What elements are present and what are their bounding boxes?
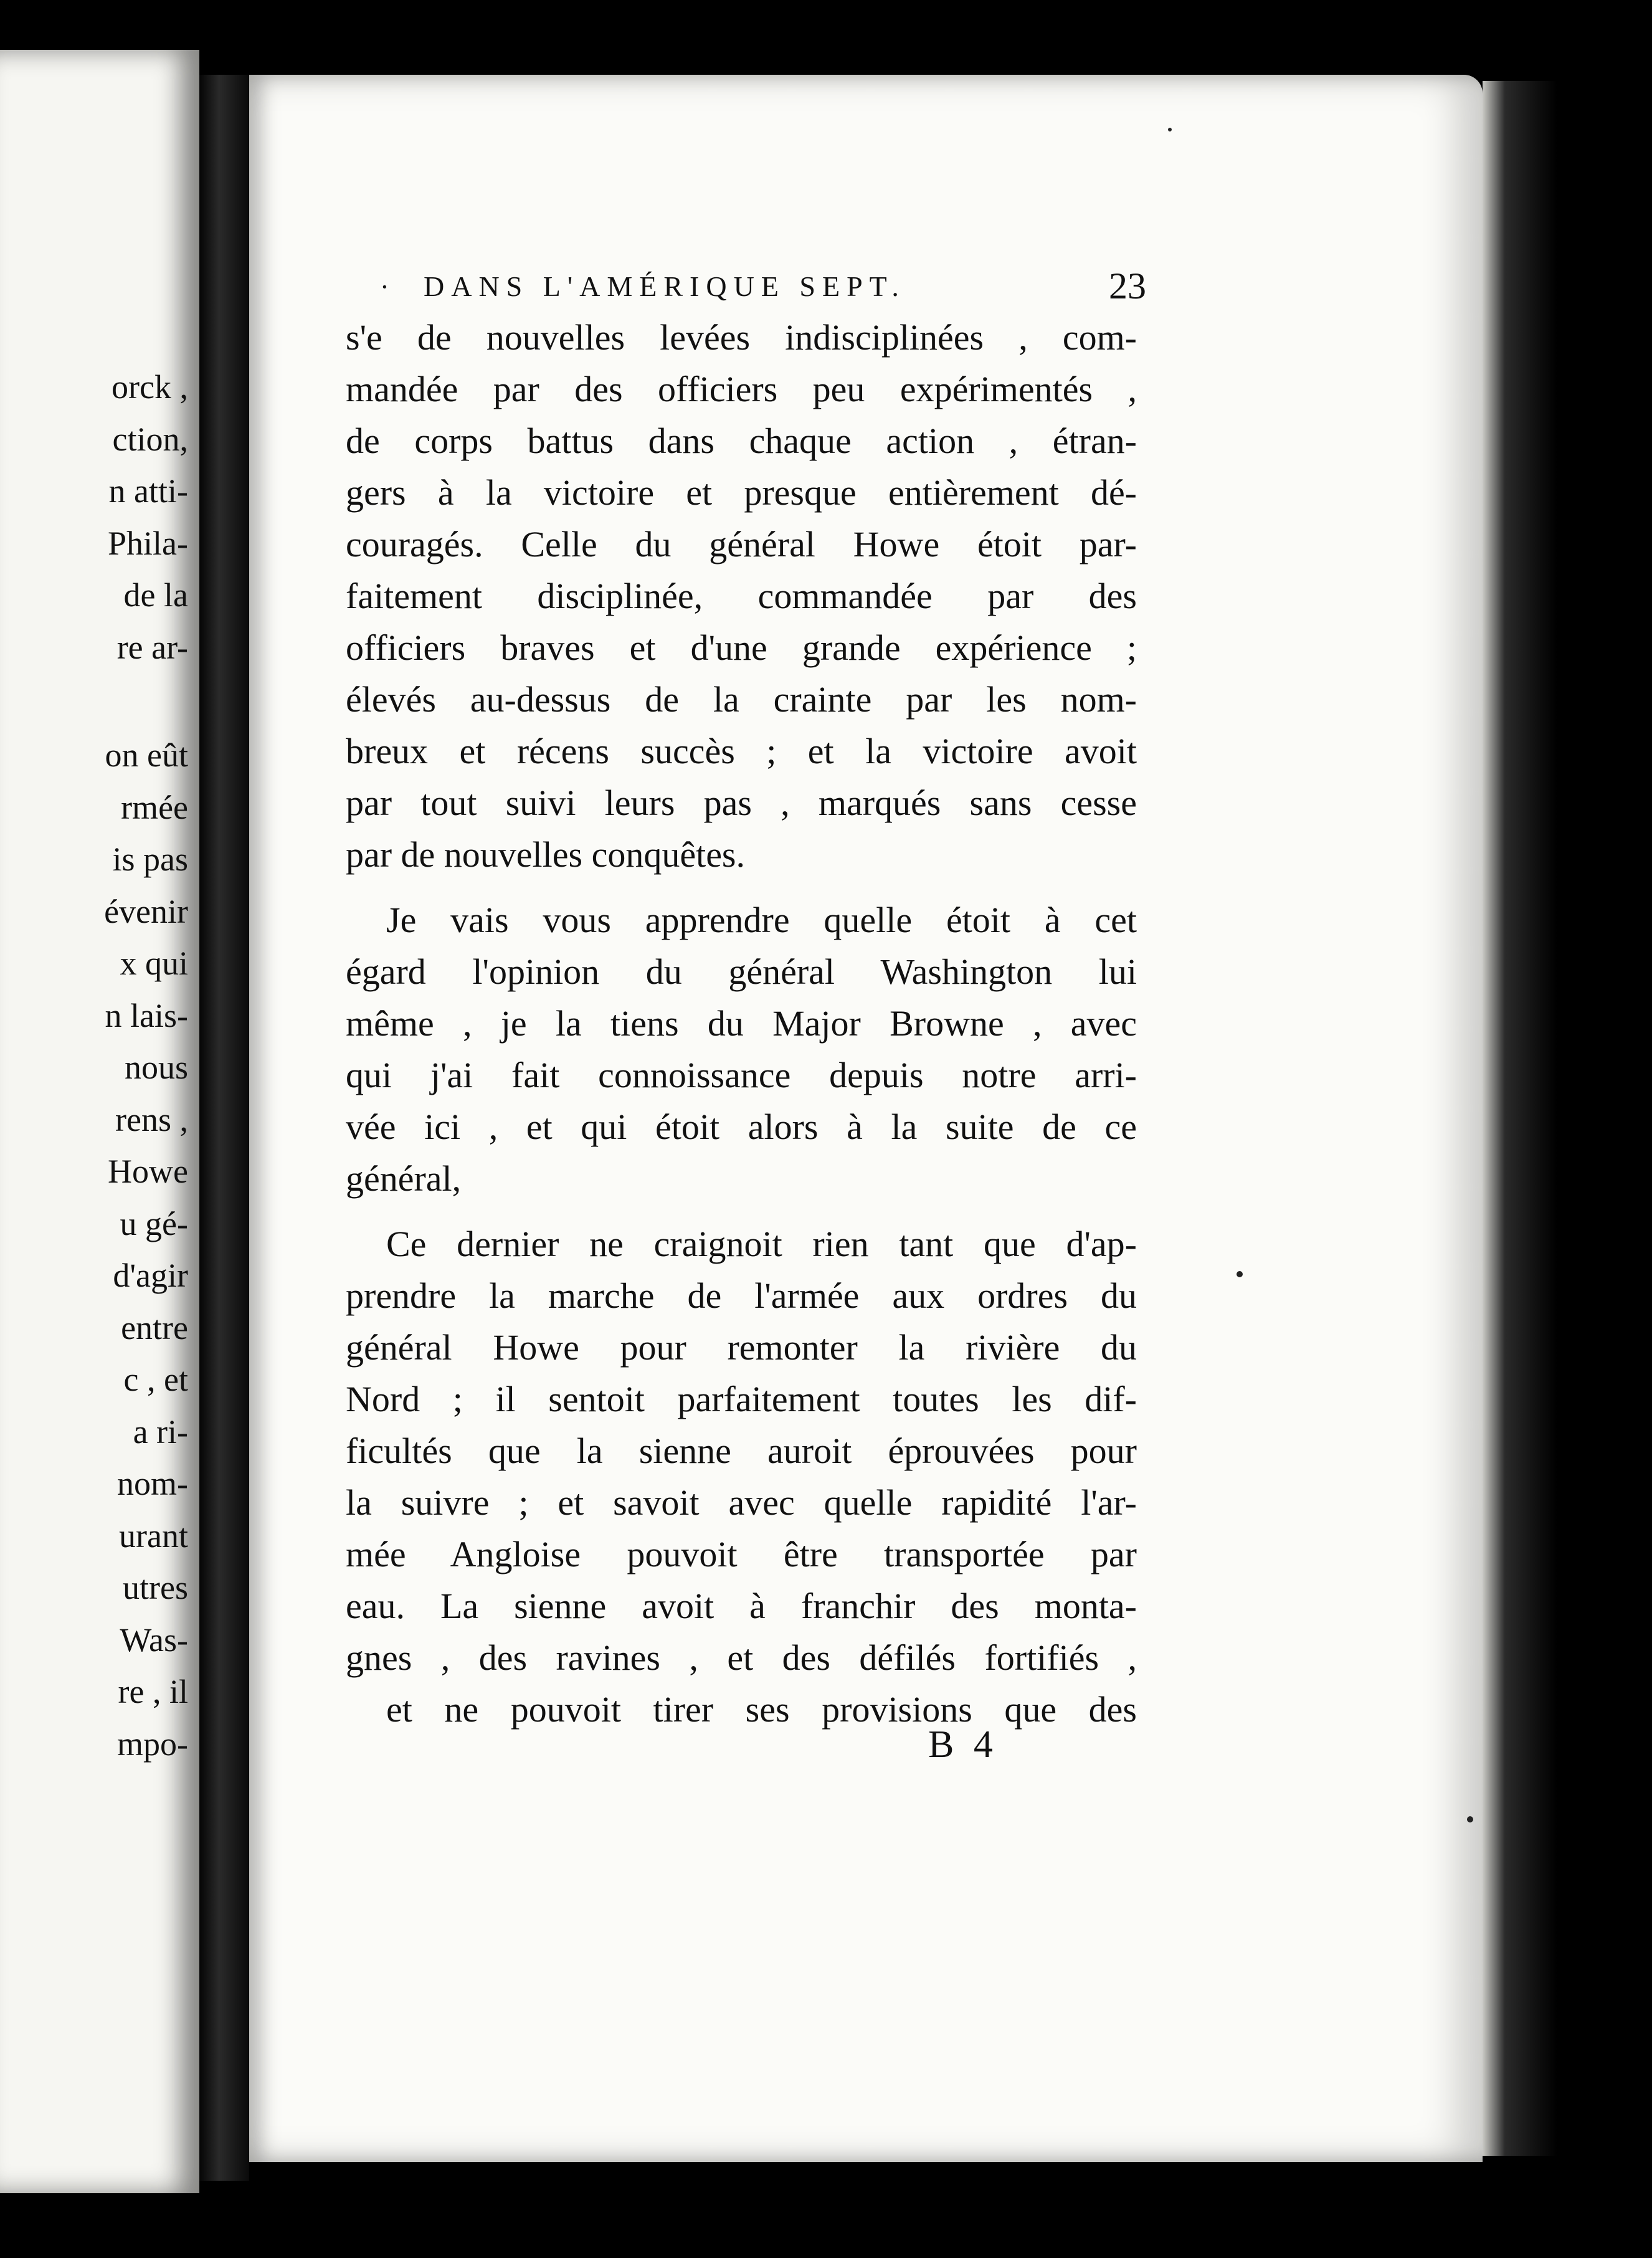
ink-speck <box>1467 1816 1473 1822</box>
previous-page-line: Was- <box>120 1621 188 1659</box>
body-line: qui j'ai fait connoissance depuis notre arri- <box>346 1055 1137 1095</box>
previous-page-line: mpo- <box>117 1725 188 1763</box>
previous-page-line: re , il <box>118 1673 188 1710</box>
body-line: vée ici , et qui étoit alors à la suite de ce <box>346 1107 1137 1147</box>
page-body-text <box>346 312 1137 1735</box>
body-line: général Howe pour remonter la rivière du <box>346 1327 1137 1368</box>
running-head-title: DANS L'AMÉRIQUE SEPT. <box>424 270 906 302</box>
previous-page-line: utres <box>123 1569 188 1606</box>
previous-page-line: Howe <box>108 1153 188 1190</box>
body-line: gers à la victoire et presque entièrement dé- <box>346 472 1137 513</box>
ink-speck <box>1237 1271 1243 1277</box>
previous-page-line: c , et <box>123 1361 188 1398</box>
body-line: de corps battus dans chaque action , étran- <box>346 421 1137 461</box>
previous-page-line: ction, <box>112 420 188 458</box>
previous-page-line: n lais- <box>105 996 188 1034</box>
body-line: mée Angloise pouvoit être transportée par <box>346 1534 1137 1574</box>
body-line: par de nouvelles conquêtes. <box>346 834 746 875</box>
body-line: couragés. Celle du général Howe étoit par- <box>346 524 1137 564</box>
previous-page-line: on eût <box>105 736 188 774</box>
body-line: faitement disciplinée, commandée par des <box>346 576 1137 616</box>
body-line: la suivre ; et savoit avec quelle rapidité l'ar- <box>346 1482 1137 1523</box>
body-line: et ne pouvoit tirer ses provisions que des <box>386 1689 1137 1730</box>
body-line: élevés au-dessus de la crainte par les nom- <box>346 679 1137 720</box>
previous-page-text <box>104 361 188 1770</box>
signature-mark: B 4 <box>928 1723 998 1766</box>
ink-speck <box>1168 128 1172 131</box>
running-head-dot: · <box>380 272 389 302</box>
previous-page-line: n atti- <box>108 472 188 510</box>
body-line: égard l'opinion du général Washington lui <box>346 951 1137 992</box>
body-line: mandée par des officiers peu expérimentés , <box>346 369 1137 409</box>
body-line: par tout suivi leurs pas , marqués sans cesse <box>346 783 1137 823</box>
body-line: Nord ; il sentoit parfaitement toutes les dif- <box>346 1379 1137 1419</box>
body-line: ficultés que la sienne auroit éprouvées pour <box>346 1431 1137 1471</box>
previous-page-line: rens , <box>115 1100 188 1138</box>
previous-page-line: urant <box>119 1517 188 1555</box>
previous-page-line: x qui <box>120 945 188 982</box>
body-line: officiers braves et d'une grande expérience ; <box>346 627 1137 668</box>
previous-page-line: d'agir <box>113 1257 188 1294</box>
previous-page-line: nom- <box>117 1465 188 1502</box>
body-line: eau. La sienne avoit à franchir des monta- <box>346 1586 1137 1626</box>
previous-page-line: rmée <box>121 788 188 826</box>
previous-page-line: entre <box>121 1308 188 1346</box>
page-edge-shadow <box>1483 81 1557 2156</box>
body-line: prendre la marche de l'armée aux ordres du <box>346 1275 1137 1316</box>
body-line: général, <box>346 1158 462 1199</box>
previous-page-line: a ri- <box>133 1412 188 1451</box>
body-line: s'e de nouvelles levées indisciplinées , com- <box>346 317 1137 358</box>
previous-page-line: orck , <box>112 368 188 406</box>
previous-page-line: Phila- <box>108 524 188 562</box>
body-line: gnes , des ravines , et des défilés fortifiés , <box>346 1637 1137 1678</box>
body-line: breux et récens succès ; et la victoire avoit <box>346 731 1137 771</box>
previous-page-line: nous <box>124 1049 188 1086</box>
body-line: même , je la tiens du Major Browne , avec <box>346 1003 1137 1044</box>
previous-page-line: is pas <box>112 841 188 878</box>
previous-page-line: évenir <box>104 892 188 930</box>
page-number: 23 <box>1109 265 1146 307</box>
body-line: Ce dernier ne craignoit rien tant que d'ap- <box>386 1224 1137 1264</box>
previous-page-line: u gé- <box>120 1204 188 1242</box>
previous-page-line: de la <box>123 576 188 614</box>
previous-page-line: re ar- <box>116 628 188 666</box>
running-head <box>380 265 1146 315</box>
book-gutter <box>199 75 249 2181</box>
body-line: Je vais vous apprendre quelle étoit à cet <box>386 900 1137 940</box>
previous-page-fragment <box>0 50 199 2193</box>
